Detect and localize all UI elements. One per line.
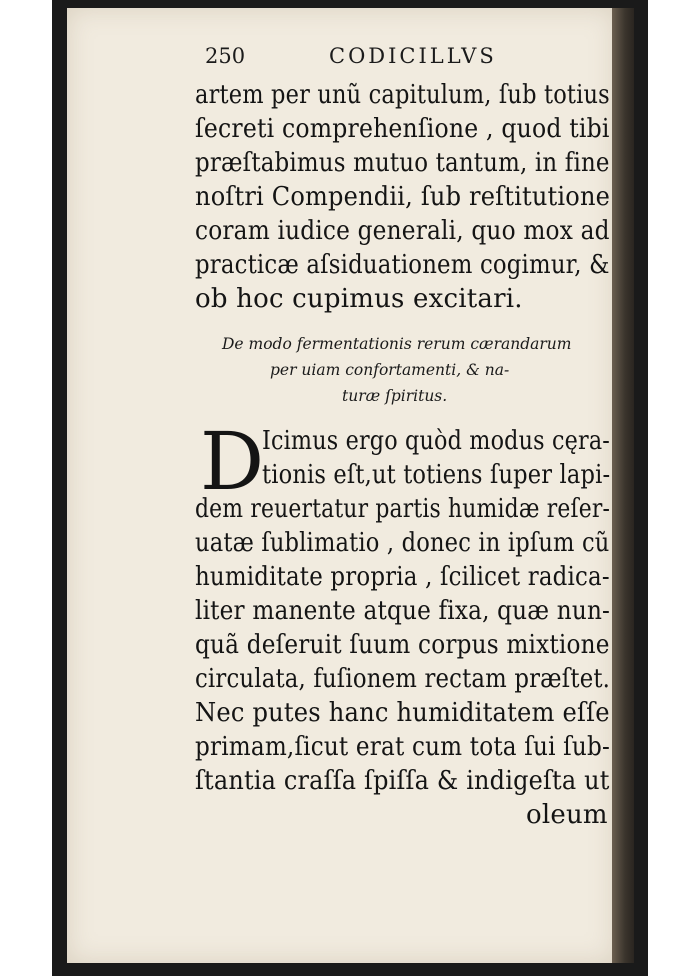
text-line: primam,ſicut erat cum tota ſui ſub-	[195, 732, 610, 762]
text-line: coram iudice generali, quo mox ad	[195, 216, 610, 246]
text-line: tionis eſt,ut totiens ſuper lapi-	[262, 460, 611, 490]
text-line: noſtri Compendii, ſub reſtitutione	[195, 182, 611, 212]
text-line: Icimus ergo quòd modus cęra-	[262, 426, 610, 456]
text-line: artem per unũ capitulum, ſub totius	[195, 80, 610, 110]
drop-cap-initial: D	[200, 415, 265, 508]
section-heading-line: De modo fermentationis rerum cærandarum	[222, 335, 572, 353]
text-line: præſtabimus mutuo tantum, in fine	[195, 148, 610, 178]
section-heading-line: turæ ſpiritus.	[342, 387, 448, 405]
text-line: ob hoc cupimus excitari.	[195, 284, 523, 314]
page-edge	[612, 8, 634, 963]
section-heading-line: per uiam confortamenti, & na-	[270, 361, 510, 379]
text-line: dem reuertatur partis humidæ reſer-	[195, 494, 611, 524]
text-line: ſtantia craſſa ſpiſſa & indigeſta ut	[195, 766, 610, 796]
running-title: CODICILLVS	[329, 44, 497, 68]
text-line: uatæ ſublimatio , donec in ipſum cũ	[195, 528, 610, 558]
text-line: liter manente atque fixa, quæ nun-	[195, 596, 611, 626]
catchword: oleum	[526, 800, 608, 830]
text-line: ſecreti comprehenſione , quod tibi	[195, 114, 610, 144]
page-number: 250	[205, 44, 246, 68]
text-line: quã deſeruit ſuum corpus mixtione	[195, 630, 610, 660]
text-line: Nec putes hanc humiditatem eſſe	[195, 698, 610, 728]
text-line: circulata, fuſionem rectam præſtet.	[195, 664, 611, 694]
text-line: humiditate propria , ſcilicet radica-	[195, 562, 610, 592]
text-line: practicæ aſsiduationem cogimur, &	[195, 250, 610, 280]
